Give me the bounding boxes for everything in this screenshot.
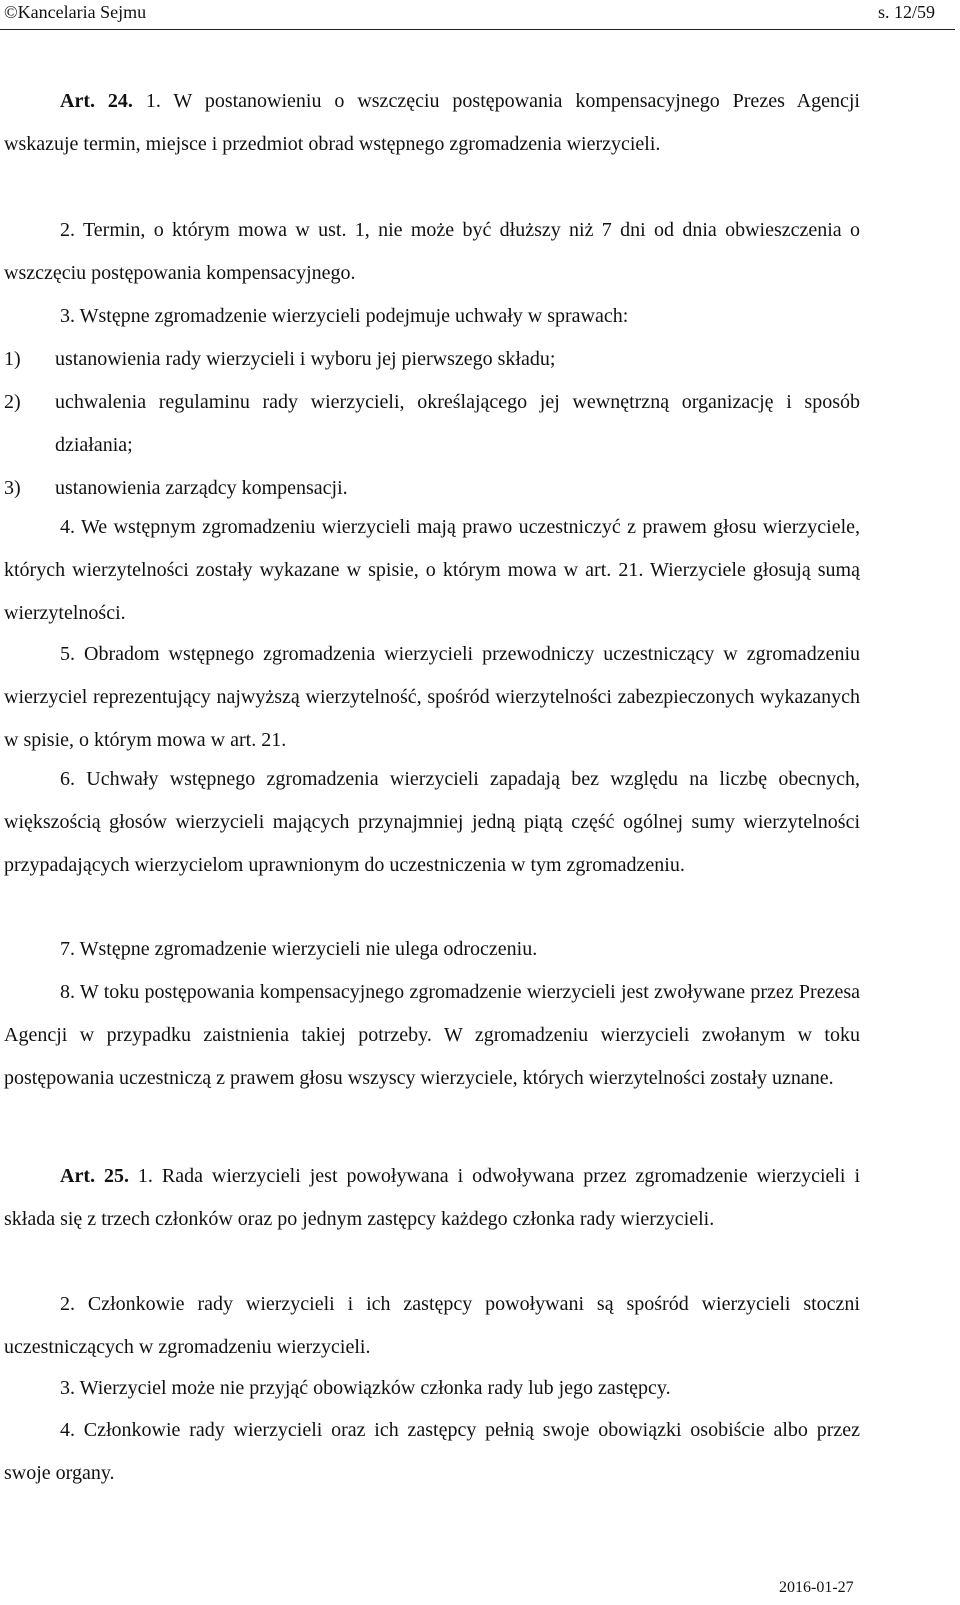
list-item-number: 1) <box>4 348 21 370</box>
art24-paragraph-1 <box>4 80 860 166</box>
art24-label: Art. 24. <box>60 90 133 112</box>
list-item-number: 3) <box>4 477 21 499</box>
list-item <box>4 381 860 467</box>
list-item <box>4 338 860 381</box>
page-number: s. 12/59 <box>878 2 936 22</box>
art25-paragraph-4: 4. Członkowie rady wierzycieli oraz ich zastępcy pełnią swoje obowiązki osobiście albo przez swoje organy. <box>4 1419 860 1484</box>
art24-paragraph-8: 8. W toku postępowania kompensacyjnego zgromadzenie wierzycieli jest zwoływane przez Prezesa Agencji w przypadku zaistnienia takiej potrzeby. W zgromadzeniu wierzycieli zwołanym w toku postępowania uczestniczą z prawem głosu wszyscy wierzyciele, których wierzytelności zostały uznane. <box>4 981 860 1089</box>
art24-paragraph-3: 3. Wstępne zgromadzenie wierzycieli podejmuje uchwały w sprawach: <box>60 305 629 327</box>
art24-paragraph-5: 5. Obradom wstępnego zgromadzenia wierzycieli przewodniczy uczestniczący w zgromadzeniu wierzyciel reprezentujący najwyższą wierzytelność, spośród wierzytelności zabezpieczonych wykazanych w spisie, o którym mowa w art. 21. <box>4 643 860 751</box>
art24-paragraph-7: 7. Wstępne zgromadzenie wierzycieli nie ulega odroczeniu. <box>60 938 538 960</box>
art25-paragraph-3: 3. Wierzyciel może nie przyjąć obowiązków członka rady lub jego zastępcy. <box>60 1377 671 1399</box>
list-item-text: ustanowienia zarządcy kompensacji. <box>55 477 348 499</box>
art24-paragraph-4: 4. We wstępnym zgromadzeniu wierzycieli mają prawo uczestniczyć z prawem głosu wierzyciele, których wierzytelności zostały wykazane w spisie, o którym mowa w art. 21. Wierzyciele głosują sumą wierzytelności. <box>4 516 860 624</box>
art25-paragraph-2: 2. Członkowie rady wierzycieli i ich zastępcy powoływani są spośród wierzycieli stoczni uczestniczących w zgromadzeniu wierzycieli. <box>4 1293 860 1358</box>
art25-paragraph-1-text: 1. Rada wierzycieli jest powoływana i odwoływana przez zgromadzenie wierzycieli i składa się z trzech członków oraz po jednym zastępcy każdego członka rady wierzycieli. <box>4 1165 861 1230</box>
list-item-text: ustanowienia rady wierzycieli i wyboru jej pierwszego składu; <box>55 348 556 370</box>
header-divider <box>0 29 955 30</box>
list-item-text: uchwalenia regulaminu rady wierzycieli, określającego jej wewnętrzną organizację i sposób działania; <box>55 391 860 456</box>
document-date: 2016-01-27 <box>779 1579 854 1596</box>
art24-paragraph-2: 2. Termin, o którym mowa w ust. 1, nie może być dłuższy niż 7 dni od dnia obwieszczenia o wszczęciu postępowania kompensacyjnego. <box>4 219 860 284</box>
list-item <box>4 467 860 510</box>
art25-paragraph-1 <box>4 1155 860 1241</box>
art24-paragraph-1-text: 1. W postanowieniu o wszczęciu postępowania kompensacyjnego Prezes Agencji wskazuje termin, miejsce i przedmiot obrad wstępnego zgromadzenia wierzycieli. <box>4 90 860 155</box>
copyright-label: ©Kancelaria Sejmu <box>4 2 147 22</box>
art25-label: Art. 25. <box>60 1165 129 1187</box>
list-item-number: 2) <box>4 391 21 413</box>
art24-paragraph-6: 6. Uchwały wstępnego zgromadzenia wierzycieli zapadają bez względu na liczbę obecnych, większością głosów wierzycieli mających przynajmniej jedną piątą część ogólnej sumy wierzytelności przypadających wierzycielom uprawnionym do uczestniczenia w tym zgromadzeniu. <box>4 768 860 876</box>
